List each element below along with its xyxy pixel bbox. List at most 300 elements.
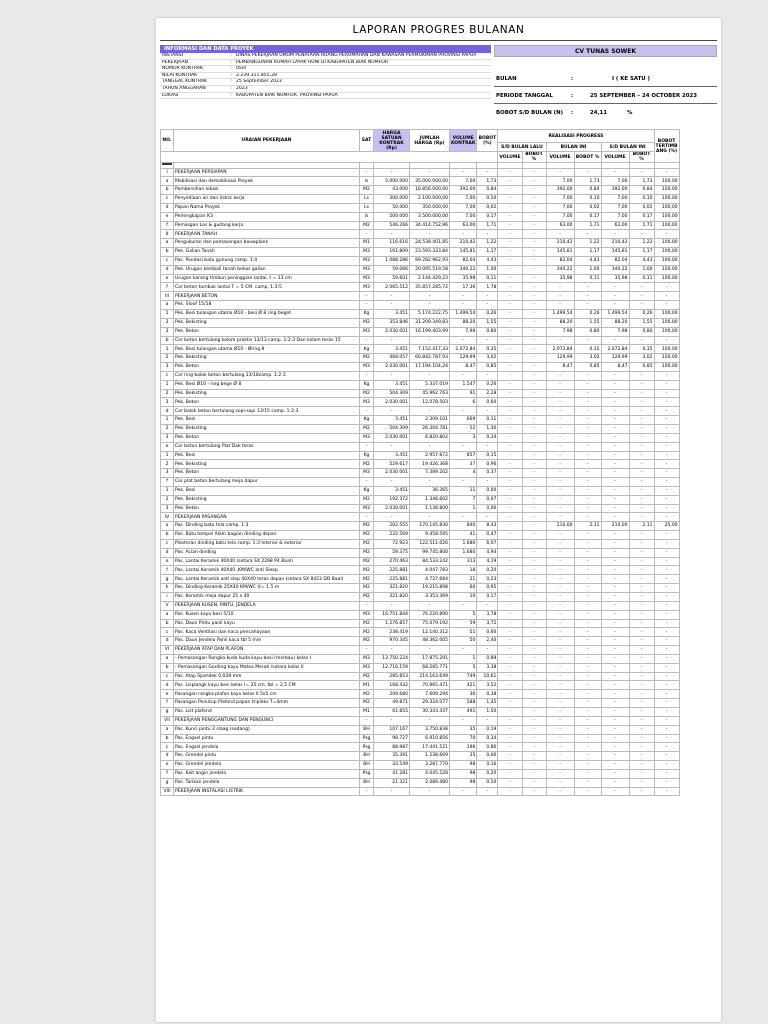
row-ini-volume: -	[546, 752, 574, 761]
row-volume: 7,98	[450, 327, 477, 336]
row-no: b	[161, 619, 174, 628]
row-uraian: Pembersihan lokasi	[174, 186, 360, 195]
project-info-row	[160, 86, 491, 93]
row-lalu-bobot: -	[522, 469, 546, 478]
row-no: d	[161, 681, 174, 690]
table-row	[161, 752, 680, 761]
row-lalu-volume: -	[498, 522, 522, 531]
row-lalu-volume: -	[498, 451, 522, 460]
row-ini-volume: -	[546, 734, 574, 743]
report-sheet	[156, 18, 721, 1022]
row-ini-bobot: -	[574, 761, 601, 770]
table-row	[161, 637, 680, 646]
row-ini-volume: -	[546, 451, 574, 460]
row-lalu-bobot: -	[522, 601, 546, 610]
row-sdini-volume: 2.072,84	[601, 345, 629, 354]
row-ini-bobot: -	[574, 504, 601, 513]
row-ini-volume: -	[546, 371, 574, 380]
row-volume: -	[450, 601, 477, 610]
weight-unit: %	[627, 110, 633, 116]
row-no: 1	[161, 345, 174, 354]
row-sdini-bobot: -	[629, 619, 654, 628]
row-volume: 98	[450, 778, 477, 787]
row-no: d	[161, 637, 174, 646]
row-bobot-tertimbang: -	[654, 663, 679, 672]
row-ini-volume: -	[546, 424, 574, 433]
row-ini-bobot: -	[574, 478, 601, 487]
row-sdini-volume: -	[601, 752, 629, 761]
row-lalu-bobot: -	[522, 371, 546, 380]
realisasi-header: REALISASI PROGRESS	[498, 130, 654, 143]
row-harga: 2.030.001	[374, 327, 410, 336]
row-harga: -	[374, 292, 410, 301]
row-bobot-tertimbang: -	[654, 283, 679, 292]
row-ini-volume: -	[546, 557, 574, 566]
row-lalu-bobot: -	[522, 646, 546, 655]
row-uraian: Pek. Beton	[174, 398, 360, 407]
row-sdini-volume: -	[601, 575, 629, 584]
row-sdini-volume: -	[601, 769, 629, 778]
row-volume: 1.680	[450, 548, 477, 557]
row-ini-volume: -	[546, 442, 574, 451]
row-volume: 857	[450, 451, 477, 460]
row-jumlah: 17.194.104,24	[410, 363, 450, 372]
row-no: f	[161, 566, 174, 575]
table-row	[161, 212, 680, 221]
row-volume: 82,04	[450, 256, 477, 265]
row-lalu-volume: -	[498, 256, 522, 265]
row-bobot-tertimbang: -	[654, 539, 679, 548]
row-jumlah: 19.426.368	[410, 460, 450, 469]
row-lalu-bobot: -	[522, 584, 546, 593]
row-sdini-volume: 210,00	[601, 522, 629, 531]
row-lalu-volume: -	[498, 619, 522, 628]
row-lalu-volume: -	[498, 442, 522, 451]
row-jumlah: 7.152.417,33	[410, 345, 450, 354]
row-sdini-bobot: -	[629, 548, 654, 557]
row-ini-bobot: -	[574, 601, 601, 610]
row-no: a	[161, 301, 174, 310]
row-harga: 13.750.224	[374, 654, 410, 663]
row-sdini-volume: -	[601, 424, 629, 433]
row-no: g	[161, 575, 174, 584]
row-lalu-bobot: -	[522, 451, 546, 460]
row-lalu-volume: -	[498, 230, 522, 239]
row-sdini-bobot: -	[629, 769, 654, 778]
row-sat: M3	[360, 654, 374, 663]
row-bobot: 0,60	[477, 628, 498, 637]
row-ini-volume: -	[546, 469, 574, 478]
row-harga: 209.680	[374, 690, 410, 699]
row-sdini-bobot: -	[629, 478, 654, 487]
row-bobot-tertimbang: 100,00	[654, 256, 679, 265]
row-lalu-bobot: -	[522, 221, 546, 230]
row-sdini-bobot: -	[629, 557, 654, 566]
row-lalu-volume: -	[498, 716, 522, 725]
row-sat: -	[360, 301, 374, 310]
row-harga: 3.451	[374, 486, 410, 495]
row-volume: 210,42	[450, 239, 477, 248]
row-bobot-tertimbang: 100,00	[654, 354, 679, 363]
row-sdini-bobot: -	[629, 230, 654, 239]
row-sdini-bobot: 0,02	[629, 203, 654, 212]
col-harga-header: HARGA SATUAN KONTRAK (Rp)	[374, 130, 410, 152]
row-bobot-tertimbang: -	[654, 681, 679, 690]
table-row	[161, 186, 680, 195]
row-uraian: Pas. Dinding batu tela camp. 1:3	[174, 522, 360, 531]
row-sdini-volume: 340,22	[601, 265, 629, 274]
row-no: d	[161, 265, 174, 274]
row-lalu-volume: -	[498, 301, 522, 310]
row-harga: 16.751.844	[374, 610, 410, 619]
row-volume: 60	[450, 584, 477, 593]
row-ini-volume: 145,81	[546, 248, 574, 257]
row-uraian: Pas. Grendel jendela	[174, 761, 360, 770]
row-harga: 161.809	[374, 248, 410, 257]
column-marker	[161, 163, 174, 169]
row-ini-bobot: -	[574, 628, 601, 637]
table-row	[161, 239, 680, 248]
row-ini-bobot: -	[574, 654, 601, 663]
row-jumlah: 26.304.781	[410, 424, 450, 433]
row-lalu-volume: -	[498, 469, 522, 478]
table-row	[161, 575, 680, 584]
row-harga: 321.820	[374, 584, 410, 593]
row-lalu-volume: -	[498, 195, 522, 204]
row-sdini-volume: -	[601, 407, 629, 416]
row-jumlah: 170.145.830	[410, 522, 450, 531]
row-sat: M3	[360, 283, 374, 292]
row-uraian: Mobilisasi dan demobilisasi Proyek	[174, 177, 360, 186]
period-label: PERIODE TANGGAL	[496, 93, 553, 99]
row-uraian: Pas. Lantai Keramik 40X40 (setara SX 2298 P4 Baal)	[174, 557, 360, 566]
row-ini-bobot: 2,11	[574, 522, 601, 531]
row-bobot: 1,00	[477, 265, 498, 274]
row-ini-bobot: 0,35	[574, 345, 601, 354]
table-row	[161, 619, 680, 628]
row-bobot: 0,02	[477, 203, 498, 212]
row-volume: 7	[450, 495, 477, 504]
table-row	[161, 221, 680, 230]
row-no: d	[161, 752, 174, 761]
row-volume: 51	[450, 628, 477, 637]
row-uraian: Penyediaan air dan listrik kerja	[174, 195, 360, 204]
row-bobot-tertimbang: 100,00	[654, 239, 679, 248]
row-uraian: Pas. Engsel jendela	[174, 743, 360, 752]
row-jumlah: 1.136.800	[410, 504, 450, 513]
row-sdini-bobot: -	[629, 601, 654, 610]
row-no: a	[161, 610, 174, 619]
row-lalu-bobot: -	[522, 230, 546, 239]
row-uraian: Pas. List plafond	[174, 707, 360, 716]
row-uraian: Pas. Atap Spandek 0,028 mm	[174, 672, 360, 681]
row-bobot: 0,26	[477, 380, 498, 389]
row-sat: M2	[360, 619, 374, 628]
row-no: b	[161, 531, 174, 540]
month-field	[494, 73, 717, 87]
row-sdini-volume: -	[601, 442, 629, 451]
row-sdini-bobot: 0,11	[629, 274, 654, 283]
row-bobot-tertimbang: -	[654, 460, 679, 469]
row-volume: 196	[450, 743, 477, 752]
row-ini-volume: 8,47	[546, 363, 574, 372]
row-bobot: -	[477, 716, 498, 725]
row-volume: 36	[450, 690, 477, 699]
row-sdini-volume: 7,98	[601, 327, 629, 336]
row-lalu-volume: -	[498, 327, 522, 336]
row-harga: 353.846	[374, 318, 410, 327]
row-sdini-volume: -	[601, 283, 629, 292]
table-row	[161, 248, 680, 257]
row-uraian: Pemasgan Los & gudang kerja	[174, 221, 360, 230]
row-lalu-volume: -	[498, 371, 522, 380]
row-lalu-volume: -	[498, 345, 522, 354]
row-lalu-bobot: -	[522, 283, 546, 292]
row-sat: Psg	[360, 769, 374, 778]
row-ini-bobot: -	[574, 769, 601, 778]
col-sat-header: SAT	[360, 130, 374, 152]
row-bobot-tertimbang: -	[654, 557, 679, 566]
row-sat: M2	[360, 557, 374, 566]
row-lalu-volume: -	[498, 690, 522, 699]
row-sat: M3	[360, 663, 374, 672]
row-sdini-volume: -	[601, 380, 629, 389]
project-info-row	[160, 60, 491, 67]
row-harga: -	[374, 168, 410, 177]
row-volume: 35,98	[450, 274, 477, 283]
row-bobot: 0,11	[477, 274, 498, 283]
row-ini-bobot: -	[574, 787, 601, 796]
row-harga: 202.555	[374, 522, 410, 531]
row-volume: 669	[450, 416, 477, 425]
row-harga: 238.419	[374, 628, 410, 637]
row-sdini-volume: -	[601, 743, 629, 752]
row-lalu-volume: -	[498, 486, 522, 495]
row-lalu-volume: -	[498, 292, 522, 301]
row-lalu-volume: -	[498, 566, 522, 575]
row-sdini-bobot: -	[629, 531, 654, 540]
row-uraian: Pek. Sloof 15/18	[174, 301, 360, 310]
row-bobot-tertimbang: -	[654, 646, 679, 655]
table-row	[161, 310, 680, 319]
row-harga: 41.281	[374, 769, 410, 778]
row-sdini-bobot: -	[629, 672, 654, 681]
row-bobot-tertimbang: 100,00	[654, 345, 679, 354]
row-ini-volume: -	[546, 168, 574, 177]
row-ini-bobot: 0,10	[574, 195, 601, 204]
row-bobot-tertimbang: -	[654, 593, 679, 602]
row-bobot: 0,26	[477, 310, 498, 319]
row-lalu-bobot: -	[522, 575, 546, 584]
row-sdini-bobot: -	[629, 584, 654, 593]
row-volume: 7,00	[450, 177, 477, 186]
table-row	[161, 495, 680, 504]
row-lalu-volume: -	[498, 424, 522, 433]
table-row	[161, 407, 680, 416]
row-volume: -	[450, 407, 477, 416]
row-sdini-bobot: 1,55	[629, 318, 654, 327]
table-row	[161, 566, 680, 575]
row-sdini-volume: -	[601, 725, 629, 734]
row-harga: 2.030.001	[374, 469, 410, 478]
row-sdini-volume: -	[601, 690, 629, 699]
row-volume: 840	[450, 522, 477, 531]
row-no: 1	[161, 416, 174, 425]
row-lalu-volume: -	[498, 681, 522, 690]
row-bobot: -	[477, 787, 498, 796]
row-no: c	[161, 371, 174, 380]
row-lalu-bobot: -	[522, 265, 546, 274]
row-bobot: 0,47	[477, 531, 498, 540]
row-bobot: 0,60	[477, 398, 498, 407]
row-harga: 2.030.001	[374, 504, 410, 513]
row-jumlah: 70.965.471	[410, 681, 450, 690]
table-row	[161, 610, 680, 619]
row-ini-volume: -	[546, 681, 574, 690]
row-ini-bobot: -	[574, 283, 601, 292]
row-sat: Kg	[360, 486, 374, 495]
row-sat: ls	[360, 177, 374, 186]
row-jumlah: 1.346.602	[410, 495, 450, 504]
row-ini-bobot: -	[574, 442, 601, 451]
row-jumlah: 23.593.333,84	[410, 248, 450, 257]
row-uraian: Pas. Acian dinding	[174, 548, 360, 557]
table-row	[161, 292, 680, 301]
row-sat: M3	[360, 248, 374, 257]
row-uraian: Pek. Besi	[174, 451, 360, 460]
row-volume: 6	[450, 398, 477, 407]
row-bobot: 0,35	[477, 345, 498, 354]
row-sdini-bobot: -	[629, 424, 654, 433]
weight-value: 24,11	[590, 110, 608, 116]
row-uraian: PEKERJAAN PERSIAPAN	[174, 168, 360, 177]
row-sdini-volume: -	[601, 548, 629, 557]
row-ini-volume: -	[546, 416, 574, 425]
row-no: 1	[161, 451, 174, 460]
row-sat: -	[360, 168, 374, 177]
row-jumlah: 2.144.429,23	[410, 274, 450, 283]
table-row	[161, 699, 680, 708]
row-lalu-volume: -	[498, 416, 522, 425]
row-jumlah: 4.047.783	[410, 566, 450, 575]
row-uraian: Cor beton bertulang Plat Dak teras	[174, 442, 360, 451]
row-lalu-bobot: -	[522, 743, 546, 752]
table-row	[161, 743, 680, 752]
row-sat: BH	[360, 725, 374, 734]
row-volume: -	[450, 371, 477, 380]
row-no: a	[161, 522, 174, 531]
row-sdini-bobot: 1,71	[629, 221, 654, 230]
row-sdini-volume: -	[601, 416, 629, 425]
row-no: VII	[161, 716, 174, 725]
row-sdini-volume: -	[601, 336, 629, 345]
row-volume: 1	[450, 504, 477, 513]
bulan-ini-header: BULAN INI	[546, 143, 601, 152]
row-lalu-volume: -	[498, 637, 522, 646]
row-lalu-volume: -	[498, 363, 522, 372]
period-colon: :	[571, 93, 574, 99]
row-bobot-tertimbang: -	[654, 486, 679, 495]
row-lalu-volume: -	[498, 575, 522, 584]
row-ini-volume: 88,20	[546, 318, 574, 327]
table-row	[161, 539, 680, 548]
row-no: II	[161, 230, 174, 239]
row-jumlah: 122.511.026	[410, 539, 450, 548]
row-no: 2	[161, 354, 174, 363]
table-row	[161, 469, 680, 478]
row-lalu-bobot: -	[522, 168, 546, 177]
row-harga: 321.820	[374, 593, 410, 602]
row-ini-volume: -	[546, 504, 574, 513]
row-ini-bobot: 1,71	[574, 221, 601, 230]
table-row	[161, 672, 680, 681]
row-harga: -	[374, 301, 410, 310]
row-no: 1	[161, 380, 174, 389]
row-lalu-bobot: -	[522, 707, 546, 716]
row-sdini-bobot: 1,17	[629, 248, 654, 257]
row-ini-bobot: 3,02	[574, 354, 601, 363]
row-ini-volume: -	[546, 601, 574, 610]
row-lalu-bobot: -	[522, 672, 546, 681]
row-ini-volume: -	[546, 743, 574, 752]
row-volume: 4	[450, 469, 477, 478]
row-lalu-bobot: -	[522, 734, 546, 743]
row-ini-bobot: 4,43	[574, 256, 601, 265]
row-bobot: 0,80	[477, 327, 498, 336]
table-row	[161, 531, 680, 540]
row-jumlah: 76.220.890	[410, 610, 450, 619]
row-ini-volume: 7,00	[546, 195, 574, 204]
row-bobot-tertimbang: -	[654, 707, 679, 716]
row-bobot: 3,38	[477, 663, 498, 672]
row-lalu-bobot: -	[522, 345, 546, 354]
row-ini-bobot: -	[574, 548, 601, 557]
row-lalu-bobot: -	[522, 433, 546, 442]
row-sdini-bobot: -	[629, 761, 654, 770]
row-ini-volume: -	[546, 230, 574, 239]
row-lalu-bobot: -	[522, 522, 546, 531]
row-lalu-volume: -	[498, 354, 522, 363]
row-sat: M2	[360, 221, 374, 230]
table-row	[161, 584, 680, 593]
row-no: e	[161, 761, 174, 770]
row-bobot-tertimbang: 100,00	[654, 212, 679, 221]
row-sdini-bobot: -	[629, 725, 654, 734]
row-bobot: 2,28	[477, 389, 498, 398]
row-ini-bobot: -	[574, 619, 601, 628]
table-row	[161, 336, 680, 345]
row-no: a	[161, 239, 174, 248]
row-bobot: 0,15	[477, 451, 498, 460]
row-volume: 313	[450, 557, 477, 566]
row-sdini-bobot: -	[629, 637, 654, 646]
row-jumlah: 19.215.898	[410, 584, 450, 593]
row-ini-bobot: -	[574, 398, 601, 407]
row-ini-volume: -	[546, 637, 574, 646]
row-volume: 392,00	[450, 186, 477, 195]
row-jumlah: 5.174.222,75	[410, 310, 450, 319]
row-lalu-volume: -	[498, 495, 522, 504]
table-row	[161, 345, 680, 354]
row-no: VIII	[161, 787, 174, 796]
row-sdini-bobot: 0,10	[629, 195, 654, 204]
row-volume: -	[450, 442, 477, 451]
row-sdini-volume: -	[601, 301, 629, 310]
row-ini-volume: 63,00	[546, 221, 574, 230]
month-label: BULAN	[496, 76, 517, 82]
row-sat: BH	[360, 761, 374, 770]
row-jumlah: 35.000.000,00	[410, 177, 450, 186]
